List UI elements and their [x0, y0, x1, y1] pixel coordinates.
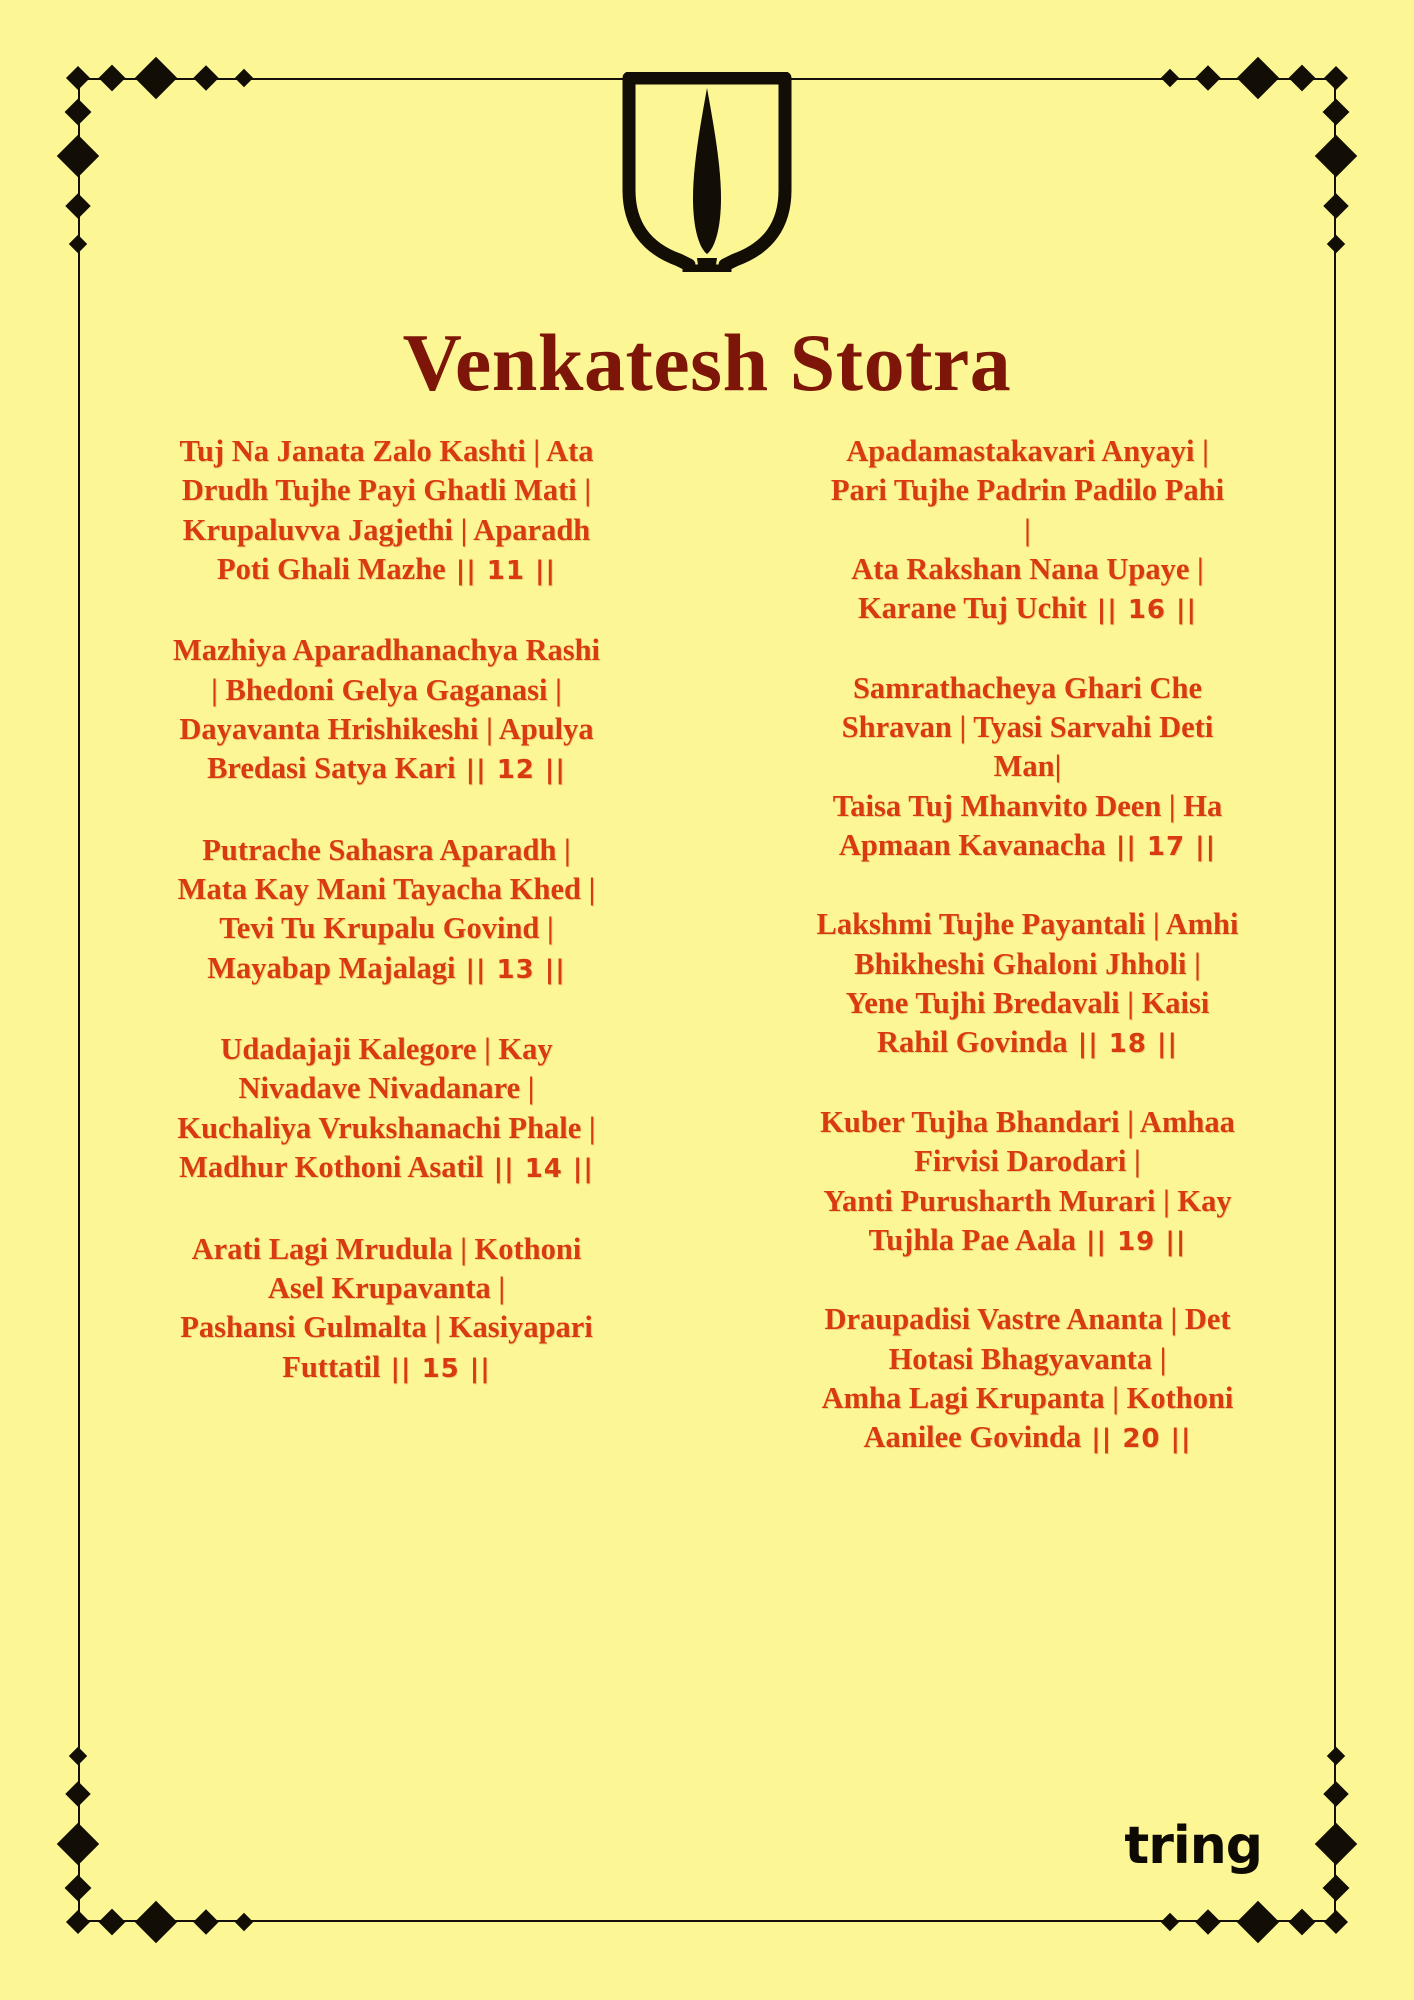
- verse-line: Apadamastakavari Anyayi |: [846, 434, 1209, 468]
- verse-number: || 20 ||: [1081, 1424, 1192, 1455]
- verse-number: || 11 ||: [445, 556, 557, 587]
- verse-number: || 18 ||: [1067, 1029, 1178, 1060]
- verse-number: || 12 ||: [455, 755, 566, 786]
- verse-line: | Bhedoni Gelya Gaganasi |: [211, 672, 562, 707]
- verse-line: Taisa Tuj Mhanvito Deen | Ha: [832, 788, 1223, 823]
- verse-line: Firvisi Darodari |: [914, 1144, 1141, 1179]
- verse-line: Krupaluvva Jagjethi | Aparadh: [182, 512, 591, 547]
- verse-block: [737, 1103, 1318, 1260]
- verse-line: Rahil Govinda || 18 ||: [876, 1025, 1178, 1060]
- verse-line: Aanilee Govinda || 20 ||: [863, 1420, 1192, 1455]
- verse-line: Asel Krupavanta |: [267, 1270, 506, 1305]
- verse-line: Drudh Tujhe Payi Ghatli Mati |: [181, 473, 592, 508]
- verse-line: Nivadave Nivadanare |: [238, 1071, 535, 1106]
- verse-line: Bredasi Satya Kari || 12 ||: [207, 751, 566, 786]
- verse-line: Man|: [993, 749, 1062, 784]
- verse-line: Draupadisi Vastre Ananta | Det: [824, 1302, 1231, 1337]
- verse-block: [96, 432, 677, 589]
- verse-line: Futtatil || 15 ||: [282, 1349, 491, 1384]
- verse-column-left: [96, 432, 677, 1498]
- verse-line: Pari Tujhe Padrin Padilo Pahi: [830, 473, 1225, 508]
- verse-number: || 13 ||: [455, 954, 566, 985]
- verse-number: || 17 ||: [1105, 832, 1217, 863]
- verse-line: Apmaan Kavanacha || 17 ||: [838, 828, 1217, 863]
- namam-shield-icon: [619, 72, 795, 272]
- verse-line: Mazhiya Aparadhanachya Rashi: [172, 633, 601, 668]
- verse-line: Tujhla Pae Aala || 19 ||: [868, 1222, 1187, 1257]
- verse-line: Pashansi Gulmalta | Kasiyapari: [180, 1310, 593, 1345]
- verse-line: Shravan | Tyasi Sarvahi Deti: [841, 710, 1214, 745]
- verse-number: || 16 ||: [1086, 595, 1198, 626]
- verse-line: |: [1024, 512, 1031, 547]
- verse-line: Amha Lagi Krupanta | Kothoni: [821, 1380, 1234, 1415]
- verse-block: [737, 905, 1318, 1062]
- verse-columns: [96, 432, 1318, 1498]
- verse-line: Yene Tujhi Bredavali | Kaisi: [845, 986, 1210, 1021]
- verse-block: [96, 631, 677, 788]
- verse-line: Arati Lagi Mrudula | Kothoni: [191, 1231, 582, 1266]
- verse-line: Lakshmi Tujhe Payantali | Amhi: [816, 907, 1239, 942]
- verse-line: Dayavanta Hrishikeshi | Apulya: [179, 712, 594, 747]
- verse-line: Tevi Tu Krupalu Govind |: [219, 911, 554, 946]
- verse-block: [96, 1030, 677, 1187]
- verse-line: Poti Ghali Mazhe || 11 ||: [216, 552, 557, 587]
- verse-block: [737, 432, 1318, 629]
- verse-line: Bhikheshi Ghaloni Jhholi |: [854, 946, 1201, 981]
- verse-number: || 15 ||: [380, 1353, 491, 1384]
- verse-block: [737, 1300, 1318, 1457]
- verse-line: Tuj Na Janata Zalo Kashti | Ata: [179, 434, 594, 468]
- verse-number: || 19 ||: [1076, 1226, 1187, 1257]
- verse-line: Karane Tuj Uchit || 16 ||: [857, 591, 1198, 626]
- verse-line: Samrathacheya Ghari Che: [852, 670, 1203, 705]
- verse-line: Hotasi Bhagyavanta |: [888, 1341, 1167, 1376]
- verse-line: Mata Kay Mani Tayacha Khed |: [177, 872, 596, 907]
- verse-line: Mayabap Majalagi || 13 ||: [207, 950, 566, 985]
- verse-line: Kuchaliya Vrukshanachi Phale |: [177, 1110, 596, 1145]
- verse-number: || 14 ||: [483, 1154, 594, 1185]
- verse-column-right: [737, 432, 1318, 1498]
- verse-block: [96, 831, 677, 988]
- page-title: Venkatesh Stotra: [402, 317, 1012, 408]
- tring-brand-logo: tring: [1124, 1816, 1262, 1876]
- verse-line: Udadajaji Kalegore | Kay: [220, 1032, 553, 1067]
- verse-block: [96, 1230, 677, 1387]
- verse-line: Kuber Tujha Bhandari | Amhaa: [820, 1104, 1235, 1139]
- verse-line: Yanti Purusharth Murari | Kay: [823, 1183, 1232, 1218]
- verse-line: Putrache Sahasra Aparadh |: [202, 832, 571, 867]
- verse-block: [737, 669, 1318, 866]
- verse-line: Ata Rakshan Nana Upaye |: [851, 552, 1204, 587]
- verse-line: Madhur Kothoni Asatil || 14 ||: [179, 1150, 594, 1185]
